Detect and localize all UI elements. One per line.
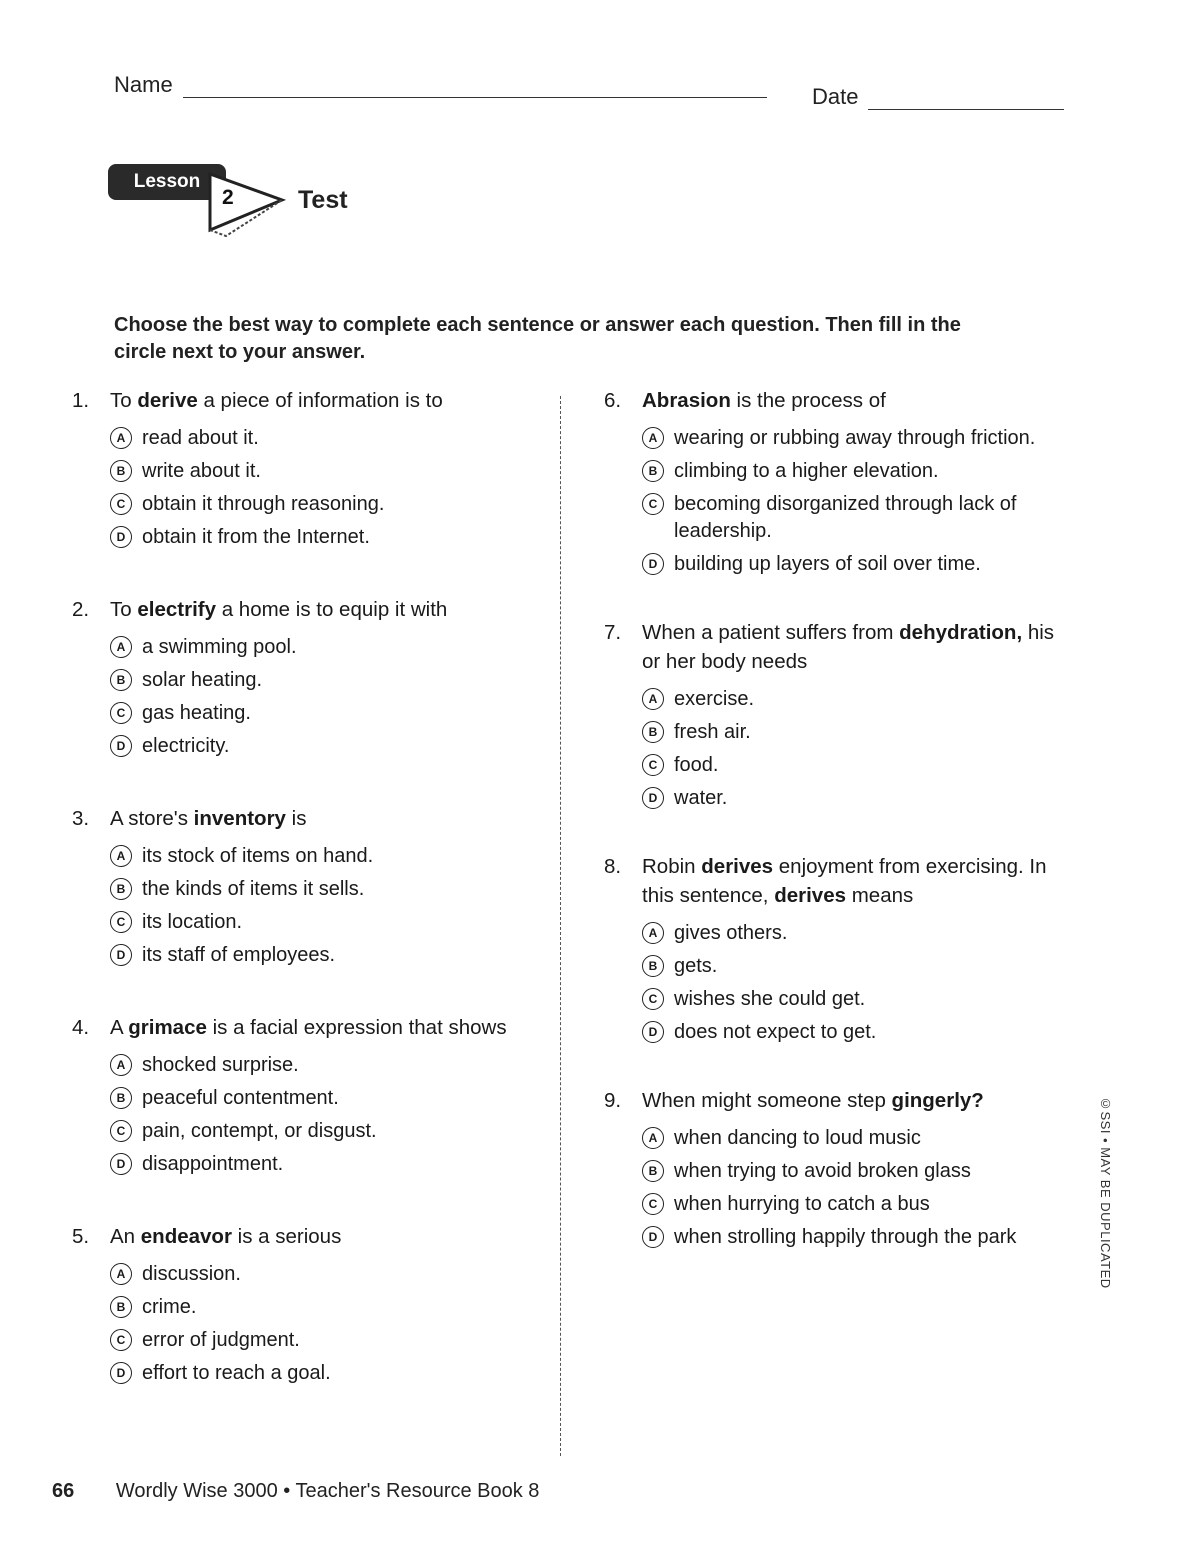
choice-text: wearing or rubbing away through friction. [674,427,1036,449]
answer-choice[interactable] [110,1294,544,1321]
answer-bubble-a[interactable]: A [642,922,664,944]
choice-text: gas heating. [142,702,251,724]
question-stem [596,386,1076,415]
choice-text: peaceful contentment. [142,1087,339,1109]
answer-bubble-c[interactable]: C [110,1120,132,1142]
answer-choice[interactable] [642,1158,1076,1185]
question-5 [64,1222,544,1387]
answer-choice[interactable] [110,700,544,727]
choice-text: wishes she could get. [674,988,866,1010]
answer-choice[interactable] [110,425,544,452]
choice-text: when dancing to loud music [674,1127,921,1149]
choice-text: fresh air. [674,721,751,743]
answer-bubble-d[interactable]: D [110,735,132,757]
vocab-word: inventory [193,807,286,830]
question-8 [596,852,1076,1046]
vocab-word: derives [701,855,774,878]
answer-choice[interactable] [642,1191,1076,1218]
stem-text: To [110,389,138,412]
answer-choice[interactable] [642,1125,1076,1152]
answer-bubble-d[interactable]: D [110,944,132,966]
questions-left-column [64,386,544,1431]
stem-text: is the process of [730,389,886,412]
answer-bubble-c[interactable]: C [110,911,132,933]
answer-choices [64,634,544,760]
question-number: 4. [72,1016,90,1039]
choice-text: becoming disorganized through lack of leadership. [674,493,1017,542]
question-number: 5. [72,1225,90,1248]
vocab-word: grimace [128,1016,207,1039]
choice-text: water. [674,787,728,809]
stem-text: When might someone step [642,1089,892,1112]
question-7 [596,618,1076,812]
stem-text: is a facial expression that shows [206,1016,507,1039]
page-number: 66 [52,1480,75,1502]
answer-bubble-a[interactable]: A [642,688,664,710]
answer-bubble-a[interactable]: A [110,1263,132,1285]
question-stem [64,1013,544,1042]
choice-text: write about it. [142,460,261,482]
lesson-tab: Lesson [108,164,226,200]
stem-text: enjoyment from exercising. In this sentence, [642,855,1047,907]
answer-bubble-a[interactable]: A [110,427,132,449]
answer-bubble-c[interactable]: C [110,1329,132,1351]
choice-text: obtain it through reasoning. [142,493,385,515]
choice-text: electricity. [142,735,230,757]
stem-text: a piece of information is to [197,389,443,412]
date-label: Date [812,84,859,109]
question-stem [596,618,1076,676]
answer-bubble-a[interactable]: A [642,427,664,449]
answer-bubble-c[interactable]: C [642,754,664,776]
vocab-word: derives [774,884,847,907]
answer-bubble-b[interactable]: B [110,1296,132,1318]
answer-bubble-d[interactable]: D [110,526,132,548]
answer-bubble-c[interactable]: C [110,493,132,515]
choice-text: error of judgment. [142,1329,300,1351]
stem-text: Robin [642,855,702,878]
vocab-word: gingerly? [891,1089,984,1112]
answer-choice[interactable] [642,491,1076,545]
lesson-arrow-icon [206,160,296,240]
choice-text: its location. [142,911,243,933]
name-field[interactable] [114,72,767,98]
column-divider [560,396,561,1456]
choice-text: crime. [142,1296,197,1318]
answer-choice[interactable] [642,986,1076,1013]
answer-choice[interactable] [110,458,544,485]
questions-right-column [596,386,1076,1291]
test-title: Test [298,186,348,214]
choice-text: climbing to a higher elevation. [674,460,939,482]
question-stem [64,1222,544,1251]
answer-choices [596,425,1076,578]
answer-choice[interactable] [642,785,1076,812]
choice-text: exercise. [674,688,755,710]
vocab-word: dehydration, [899,621,1023,644]
stem-text: his or her body needs [642,621,1055,673]
question-number: 1. [72,389,90,412]
answer-choices [64,425,544,551]
date-field[interactable] [812,84,1064,110]
question-stem [64,386,544,415]
question-stem [64,804,544,833]
answer-choice[interactable] [110,491,544,518]
answer-bubble-b[interactable]: B [642,1160,664,1182]
date-line[interactable] [868,89,1064,110]
question-4 [64,1013,544,1178]
choice-text: the kinds of items it sells. [142,878,365,900]
answer-bubble-a[interactable]: A [110,845,132,867]
name-label: Name [114,72,173,97]
stem-text: means [846,884,914,907]
answer-choice[interactable] [110,634,544,661]
answer-choice[interactable] [642,686,1076,713]
answer-choice[interactable] [642,425,1076,452]
instructions: Choose the best way to complete each sentence or answer each question. Then fill in the circle next to your answer. [114,314,961,363]
stem-text: To [110,598,138,621]
answer-choices [64,1052,544,1178]
answer-choice[interactable] [110,1118,544,1145]
stem-text: is [285,807,307,830]
question-number: 7. [604,621,622,644]
answer-choice[interactable] [110,667,544,694]
lesson-badge [108,160,368,240]
answer-choices [64,843,544,969]
answer-bubble-a[interactable]: A [110,636,132,658]
choice-text: when strolling happily through the park [674,1226,1017,1248]
stem-text: a home is to equip it with [216,598,448,621]
answer-bubble-b[interactable]: B [642,955,664,977]
answer-choice[interactable] [110,1085,544,1112]
answer-choice[interactable] [642,953,1076,980]
answer-bubble-d[interactable]: D [642,1226,664,1248]
question-stem [64,595,544,624]
choice-text: gets. [674,955,718,977]
answer-bubble-b[interactable]: B [642,721,664,743]
vocab-word: electrify [137,598,216,621]
question-number: 2. [72,598,90,621]
stem-text: A [110,1016,129,1039]
choice-text: its staff of employees. [142,944,336,966]
vocab-word: derive [137,389,198,412]
question-number: 6. [604,389,622,412]
side-credit: ©SSI • MAY BE DUPLICATED [1098,1096,1113,1289]
answer-bubble-b[interactable]: B [110,460,132,482]
answer-bubble-d[interactable]: D [642,553,664,575]
vocab-word: Abrasion [642,389,731,412]
answer-bubble-b[interactable]: B [110,1087,132,1109]
question-2 [64,595,544,760]
book-title: Wordly Wise 3000 • Teacher's Resource Book 8 [115,1480,540,1502]
choice-text: when trying to avoid broken glass [674,1160,971,1182]
choice-text: solar heating. [142,669,263,691]
question-stem [596,852,1076,910]
answer-bubble-d[interactable]: D [642,1021,664,1043]
question-number: 8. [604,855,622,878]
choice-text: obtain it from the Internet. [142,526,370,548]
choice-text: shocked surprise. [142,1054,299,1076]
choice-text: effort to reach a goal. [142,1362,331,1384]
answer-choice[interactable] [642,1224,1076,1251]
choice-text: discussion. [142,1263,241,1285]
answer-choice[interactable] [110,1327,544,1354]
vocab-word: endeavor [140,1225,232,1248]
question-3 [64,804,544,969]
answer-bubble-d[interactable]: D [110,1362,132,1384]
stem-text: is a serious [231,1225,342,1248]
choice-text: pain, contempt, or disgust. [142,1120,377,1142]
answer-bubble-d[interactable]: D [642,787,664,809]
answer-choice[interactable] [110,909,544,936]
answer-choices [596,1125,1076,1251]
answer-choice[interactable] [642,752,1076,779]
answer-choice[interactable] [642,1019,1076,1046]
choice-text: does not expect to get. [674,1021,877,1043]
choice-text: read about it. [142,427,259,449]
answer-choice[interactable] [110,1261,544,1288]
lesson-number: 2 [222,186,234,209]
stem-text: When a patient suffers from [642,621,900,644]
answer-choices [596,920,1076,1046]
answer-bubble-a[interactable]: A [110,1054,132,1076]
stem-text: A store's [110,807,194,830]
answer-bubble-c[interactable]: C [642,1193,664,1215]
choice-text: gives others. [674,922,788,944]
question-1 [64,386,544,551]
answer-choice[interactable] [110,1360,544,1387]
choice-text: food. [674,754,719,776]
answer-bubble-b[interactable]: B [110,878,132,900]
answer-choice[interactable] [642,458,1076,485]
question-6 [596,386,1076,578]
answer-bubble-b[interactable]: B [642,460,664,482]
answer-bubble-d[interactable]: D [110,1153,132,1175]
answer-choices [596,686,1076,812]
answer-bubble-b[interactable]: B [110,669,132,691]
question-number: 9. [604,1089,622,1112]
answer-choice[interactable] [110,843,544,870]
choice-text: disappointment. [142,1153,284,1175]
answer-bubble-c[interactable]: C [110,702,132,724]
question-stem [596,1086,1076,1115]
answer-choice[interactable] [642,719,1076,746]
answer-choice[interactable] [110,876,544,903]
name-line[interactable] [183,77,767,98]
choice-text: a swimming pool. [142,636,297,658]
choice-text: its stock of items on hand. [142,845,374,867]
answer-choice[interactable] [110,1151,544,1178]
answer-bubble-c[interactable]: C [642,988,664,1010]
answer-choice[interactable] [642,551,1076,578]
stem-text: An [110,1225,141,1248]
answer-bubble-c[interactable]: C [642,493,664,515]
answer-bubble-a[interactable]: A [642,1127,664,1149]
answer-choices [64,1261,544,1387]
question-9 [596,1086,1076,1251]
choice-text: building up layers of soil over time. [674,553,981,575]
choice-text: when hurrying to catch a bus [674,1193,930,1215]
answer-choice[interactable] [110,1052,544,1079]
answer-choice[interactable] [110,942,544,969]
answer-choice[interactable] [642,920,1076,947]
question-number: 3. [72,807,90,830]
answer-choice[interactable] [110,733,544,760]
footer [52,1480,539,1503]
answer-choice[interactable] [110,524,544,551]
